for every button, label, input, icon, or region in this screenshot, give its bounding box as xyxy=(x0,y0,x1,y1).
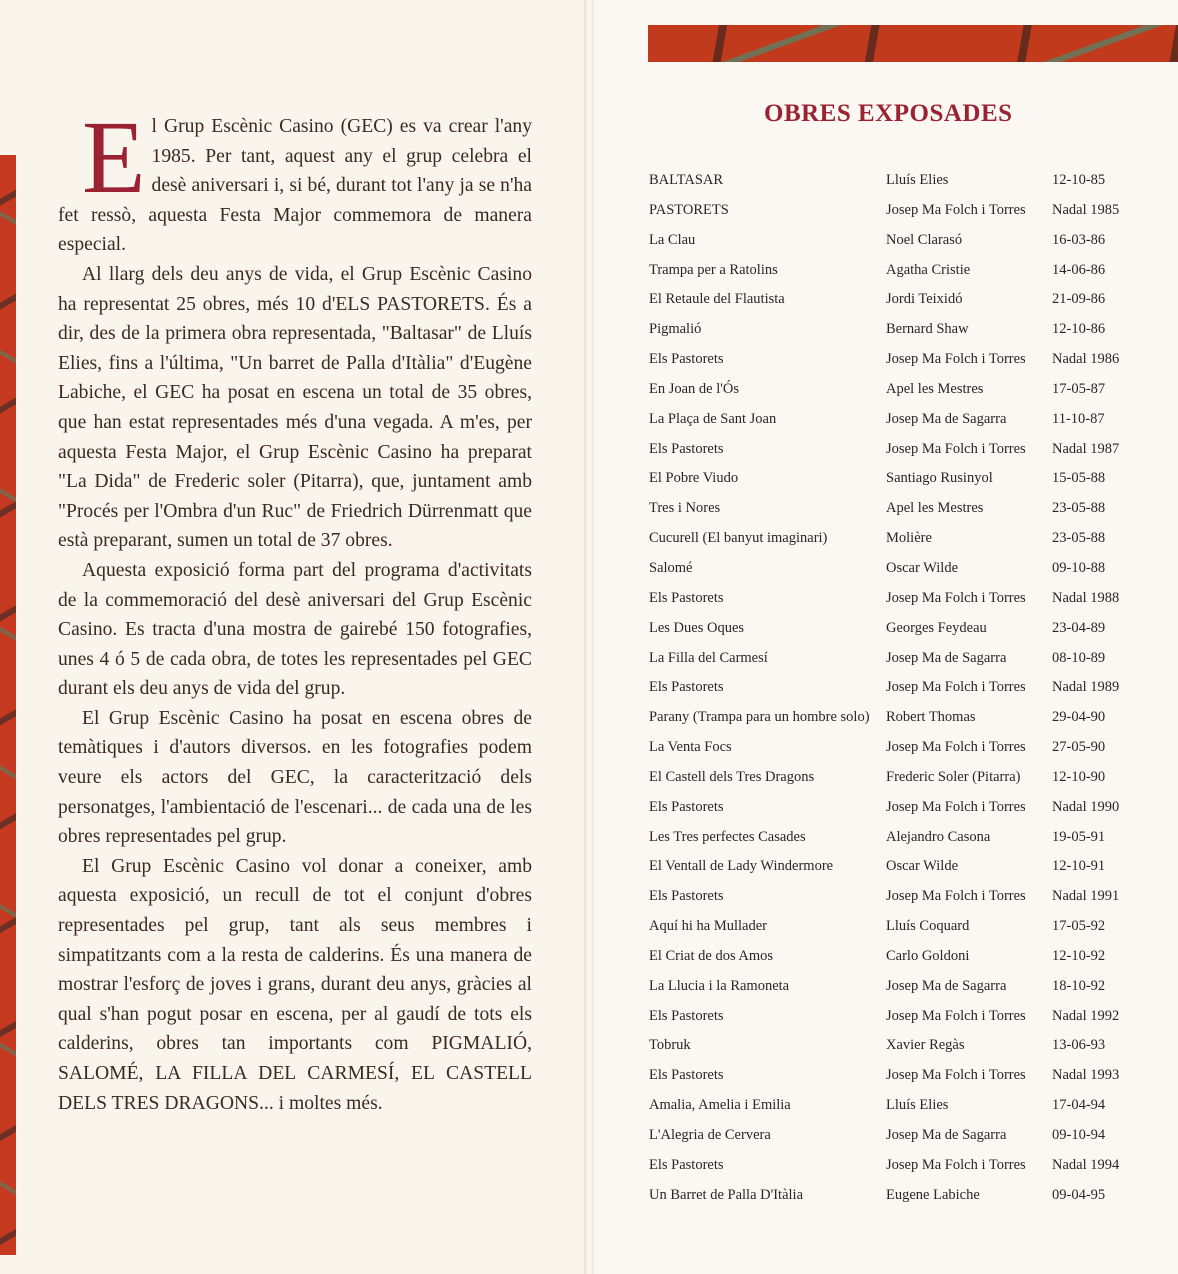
work-row xyxy=(649,554,1129,584)
intro-paragraph-1 xyxy=(58,100,532,260)
work-row xyxy=(649,1031,1129,1061)
intro-text xyxy=(58,100,532,1118)
work-date: 09-04-95 xyxy=(1052,1186,1106,1203)
work-title: Els Pastorets xyxy=(649,440,724,457)
work-row xyxy=(649,464,1129,494)
work-author: Josep Ma de Sagarra xyxy=(886,649,1007,666)
work-author: Agatha Cristie xyxy=(886,261,971,278)
work-author: Alejandro Casona xyxy=(886,828,991,845)
intro-paragraph-3: Aquesta exposició forma part del programa d'activitats de la commemoració del desè aniversari del Grup Escènic Casino. Es tracta d'una mostra de gairebé 150 fotografies, unes 4 ó 5 de cada obra, de totes les representades pel GEC durant els deu anys de vida del grup. xyxy=(58,559,532,700)
work-title: Els Pastorets xyxy=(649,679,724,696)
work-date: 14-06-86 xyxy=(1052,261,1106,278)
work-row xyxy=(649,852,1129,882)
work-date: Nadal 1992 xyxy=(1052,1007,1120,1024)
work-title: Els Pastorets xyxy=(649,1067,724,1084)
work-author: Oscar Wilde xyxy=(886,559,959,576)
work-title: El Castell dels Tres Dragons xyxy=(649,768,815,785)
work-date: 15-05-88 xyxy=(1052,470,1106,487)
work-author: Lluís Coquard xyxy=(886,918,970,935)
work-row xyxy=(649,524,1129,554)
work-row xyxy=(649,1181,1129,1211)
work-date: 12-10-86 xyxy=(1052,321,1106,338)
work-date: 18-10-92 xyxy=(1052,977,1106,994)
work-title: El Ventall de Lady Windermore xyxy=(649,858,834,875)
work-row xyxy=(649,196,1129,226)
intro-paragraph-2: Al llarg dels deu anys de vida, el Grup Escènic Casino ha representat 25 obres, més 10 d'ELS PASTORETS. És a dir, des de la primera obra representada, "Baltasar" de Lluís Elies, fins a l'última, "Un barret de Palla d'Itàlia" d'Eugène Labiche, el GEC ha posat en escena un total de 35 obres, que han estat representades més d'una vegada. A m'es, per aquesta Festa Major, el Grup Escènic Casino ha preparat "La Dida" de Frederic soler (Pitarra), que, juntament amb "Procés per l'Ombra d'un Ruc" de Friedrich Dürrenmatt que està preparant, sumen un total de 37 obres. xyxy=(58,263,532,552)
work-date: 17-05-92 xyxy=(1052,918,1106,935)
work-title: Els Pastorets xyxy=(649,888,724,905)
work-date: 19-05-91 xyxy=(1052,828,1106,845)
intro-paragraph-1-text: l Grup Escènic Casino (GEC) es va crear l'any 1985. Per tant, aquest any el grup celebra el desè aniversari i, si bé, durant tot l'any ja se n'ha fet ressò, aquesta Festa Major commemora de manera especial. xyxy=(58,116,532,256)
intro-paragraph-4: El Grup Escènic Casino ha posat en escena obres de temàtiques i d'autors diversos. en les fotografies podem veure els actors del GEC, la caracterització dels personatges, l'ambientació de l'escenari... de cada una de les obres representades pel grup. xyxy=(58,707,532,848)
work-author: Josep Ma de Sagarra xyxy=(886,410,1007,427)
page-fold xyxy=(584,0,594,1274)
work-row xyxy=(649,1121,1129,1151)
work-author: Josep Ma Folch i Torres xyxy=(886,1067,1026,1084)
work-date: 12-10-91 xyxy=(1052,858,1106,875)
work-date: 29-04-90 xyxy=(1052,709,1106,726)
work-row xyxy=(649,345,1129,375)
work-row xyxy=(649,1061,1129,1091)
work-row xyxy=(649,226,1129,256)
work-title: Els Pastorets xyxy=(649,798,724,815)
work-title: Les Tres perfectes Casades xyxy=(649,828,806,845)
work-author: Georges Feydeau xyxy=(886,619,987,636)
work-row xyxy=(649,166,1129,196)
work-date: Nadal 1986 xyxy=(1052,351,1120,368)
work-title: El Criat de dos Amos xyxy=(649,947,774,964)
work-row xyxy=(649,614,1129,644)
work-title: Tobruk xyxy=(649,1037,691,1054)
work-author: Josep Ma Folch i Torres xyxy=(886,1156,1026,1173)
work-title: El Pobre Viudo xyxy=(649,470,739,487)
work-date: 12-10-90 xyxy=(1052,768,1106,785)
work-date: Nadal 1989 xyxy=(1052,679,1120,696)
work-author: Lluís Elies xyxy=(886,1097,949,1114)
work-title: Les Dues Oques xyxy=(649,619,745,636)
work-row xyxy=(649,644,1129,674)
work-date: 23-05-88 xyxy=(1052,500,1106,517)
work-title: Els Pastorets xyxy=(649,351,724,368)
work-author: Josep Ma Folch i Torres xyxy=(886,739,1026,756)
work-author: Molière xyxy=(886,530,932,547)
work-author: Josep Ma Folch i Torres xyxy=(886,589,1026,606)
work-date: 09-10-88 xyxy=(1052,559,1106,576)
work-row xyxy=(649,793,1129,823)
work-row xyxy=(649,733,1129,763)
work-date: Nadal 1988 xyxy=(1052,589,1120,606)
work-title: La Filla del Carmesí xyxy=(649,649,768,666)
work-author: Josep Ma Folch i Torres xyxy=(886,1007,1026,1024)
work-title: Un Barret de Palla D'Itàlia xyxy=(649,1186,803,1203)
work-date: 13-06-93 xyxy=(1052,1037,1106,1054)
works-list xyxy=(649,166,1129,1211)
work-date: Nadal 1991 xyxy=(1052,888,1120,905)
decorative-edge-strip xyxy=(0,155,16,1255)
work-author: Noel Clarasó xyxy=(886,231,963,248)
work-row xyxy=(649,882,1129,912)
work-title: En Joan de l'Ós xyxy=(649,380,740,397)
work-date: 12-10-92 xyxy=(1052,947,1106,964)
work-row xyxy=(649,256,1129,286)
work-author: Josep Ma Folch i Torres xyxy=(886,351,1026,368)
work-date: 11-10-87 xyxy=(1052,410,1105,427)
work-date: 17-05-87 xyxy=(1052,380,1106,397)
work-title: Pigmalió xyxy=(649,321,702,338)
work-row xyxy=(649,375,1129,405)
work-title: Parany (Trampa para un hombre solo) xyxy=(649,709,870,726)
work-title: Amalia, Amelia i Emilia xyxy=(649,1097,791,1114)
dropcap-letter: E xyxy=(82,100,146,215)
work-date: Nadal 1985 xyxy=(1052,201,1120,218)
work-row xyxy=(649,1002,1129,1032)
work-row xyxy=(649,285,1129,315)
work-author: Apel les Mestres xyxy=(886,500,984,517)
work-date: 27-05-90 xyxy=(1052,739,1106,756)
work-title: La Llucia i la Ramoneta xyxy=(649,977,790,994)
work-title: L'Alegria de Cervera xyxy=(649,1127,771,1143)
work-date: Nadal 1994 xyxy=(1052,1156,1120,1173)
work-author: Eugene Labiche xyxy=(886,1186,980,1203)
work-author: Frederic Soler (Pitarra) xyxy=(886,768,1021,785)
work-date: 08-10-89 xyxy=(1052,649,1106,666)
work-author: Bernard Shaw xyxy=(886,321,969,338)
work-author: Lluís Elies xyxy=(886,172,949,188)
work-author: Robert Thomas xyxy=(886,709,976,726)
work-date: Nadal 1993 xyxy=(1052,1067,1120,1084)
work-title: Salomé xyxy=(649,559,693,576)
work-title: El Retaule del Flautista xyxy=(649,291,785,308)
work-row xyxy=(649,823,1129,853)
work-row xyxy=(649,673,1129,703)
work-row xyxy=(649,942,1129,972)
work-row xyxy=(649,912,1129,942)
work-title: Els Pastorets xyxy=(649,589,724,606)
work-author: Josep Ma Folch i Torres xyxy=(886,440,1026,457)
work-row xyxy=(649,703,1129,733)
work-title: Els Pastorets xyxy=(649,1007,724,1024)
work-title: PASTORETS xyxy=(649,201,729,218)
work-row xyxy=(649,494,1129,524)
work-author: Xavier Regàs xyxy=(886,1037,965,1054)
intro-paragraph-5: El Grup Escènic Casino vol donar a coneixer, amb aquesta exposició, un recull de tot el conjunt d'obres representades pel grup, tant als seus membres i simpatitzants com a la resta de calderins. És una manera de mostrar l'esforç de joves i grans, durant deu anys, gràcies al qual s'han pogut posar en escena, per al gaudí de tots els calderins, obres tan importants com PIGMALIÓ, SALOMÉ, LA FILLA DEL CARMESÍ, EL CASTELL DELS TRES DRAGONS... i moltes més. xyxy=(58,855,532,1114)
work-date: 23-04-89 xyxy=(1052,619,1106,636)
work-date: 21-09-86 xyxy=(1052,291,1106,308)
work-title: La Clau xyxy=(649,231,696,248)
work-author: Josep Ma de Sagarra xyxy=(886,977,1007,994)
work-title: Trampa per a Ratolins xyxy=(649,261,778,278)
work-author: Carlo Goldoni xyxy=(886,947,970,964)
decorative-top-band xyxy=(648,25,1178,62)
work-author: Josep Ma Folch i Torres xyxy=(886,679,1026,696)
work-title: La Venta Focs xyxy=(649,739,732,756)
work-author: Josep Ma Folch i Torres xyxy=(886,888,1026,905)
work-author: Oscar Wilde xyxy=(886,858,959,875)
work-date: Nadal 1990 xyxy=(1052,798,1120,815)
work-date: 23-05-88 xyxy=(1052,530,1106,547)
work-title: Els Pastorets xyxy=(649,1156,724,1173)
work-date: 17-04-94 xyxy=(1052,1097,1106,1114)
work-author: Josep Ma Folch i Torres xyxy=(886,798,1026,815)
work-date: 16-03-86 xyxy=(1052,231,1106,248)
work-row xyxy=(649,435,1129,465)
work-author: Santiago Rusinyol xyxy=(886,470,993,487)
work-title: Tres i Nores xyxy=(649,500,721,517)
work-row xyxy=(649,405,1129,435)
work-author: Josep Ma de Sagarra xyxy=(886,1127,1007,1143)
work-author: Apel les Mestres xyxy=(886,380,984,397)
work-row xyxy=(649,1091,1129,1121)
work-author: Josep Ma Folch i Torres xyxy=(886,201,1026,218)
work-row xyxy=(649,584,1129,614)
work-row xyxy=(649,972,1129,1002)
work-row xyxy=(649,763,1129,793)
work-title: Aquí hi ha Mullader xyxy=(649,918,767,935)
right-page xyxy=(594,0,1178,1274)
work-date: Nadal 1987 xyxy=(1052,440,1120,457)
work-title: BALTASAR xyxy=(649,172,724,188)
work-title: Cucurell (El banyut imaginari) xyxy=(649,530,828,547)
work-date: 09-10-94 xyxy=(1052,1127,1106,1143)
work-title: La Plaça de Sant Joan xyxy=(649,410,777,427)
work-row xyxy=(649,1151,1129,1181)
work-author: Jordi Teixidó xyxy=(886,291,963,308)
left-page xyxy=(0,0,588,1274)
work-date: 12-10-85 xyxy=(1052,172,1106,188)
works-title: OBRES EXPOSADES xyxy=(764,100,1013,127)
work-row xyxy=(649,315,1129,345)
